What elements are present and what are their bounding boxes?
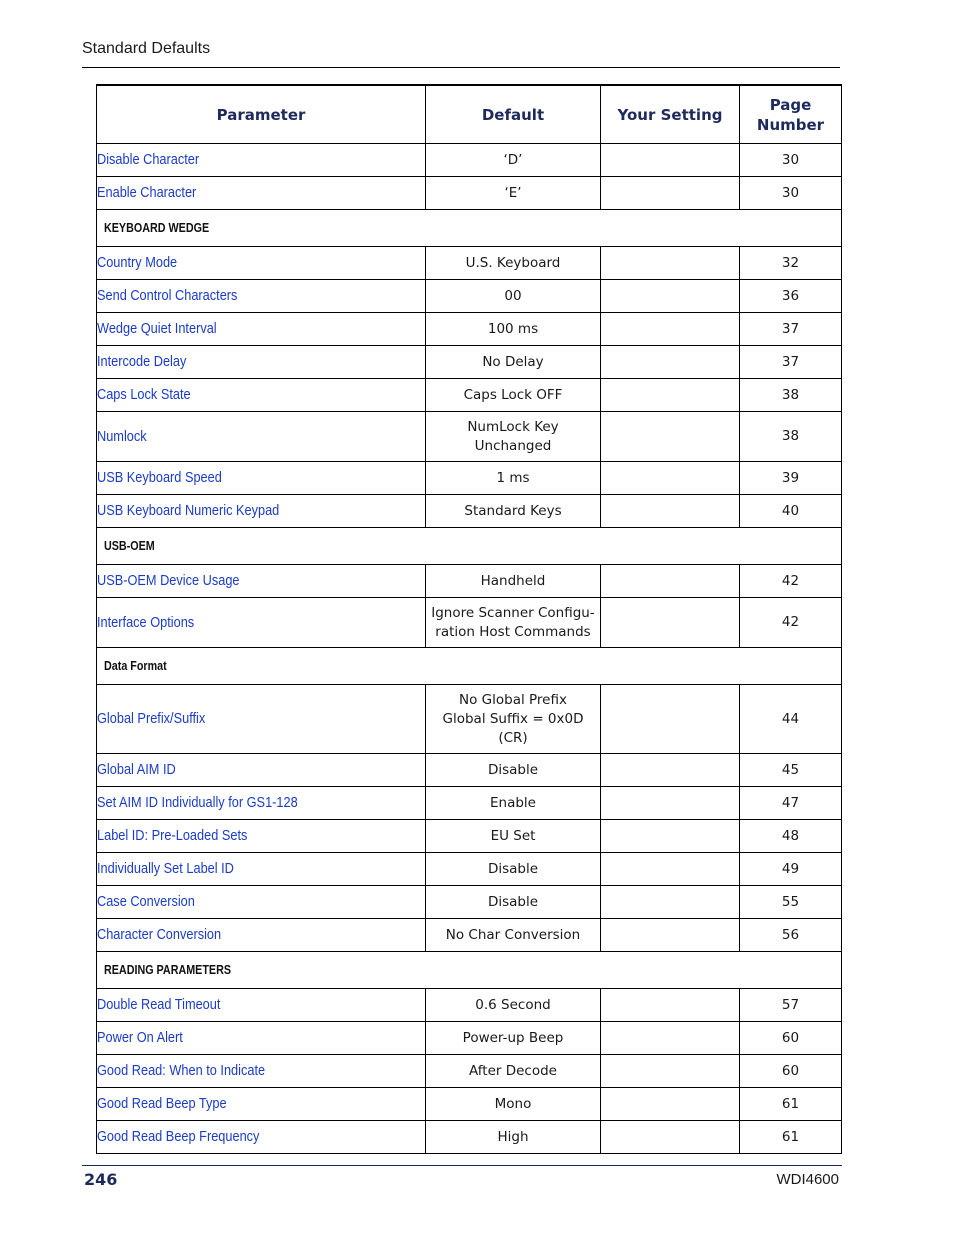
table-row [97, 886, 842, 919]
default-cell [426, 787, 601, 820]
parameter-link[interactable]: Send Control Characters [97, 288, 238, 304]
your-setting-cell[interactable] [601, 412, 740, 462]
section-heading: Data Format [104, 659, 167, 673]
table-row [97, 280, 842, 313]
parameter-link[interactable]: Set AIM ID Individually for GS1-128 [97, 795, 298, 811]
default-value-line: Power-up Beep [462, 1029, 564, 1046]
section-heading-cell [97, 528, 842, 565]
header-divider [82, 67, 840, 68]
parameter-link[interactable]: Caps Lock State [97, 387, 191, 403]
table-row [97, 1121, 842, 1154]
parameter-link[interactable]: Good Read: When to Indicate [97, 1063, 266, 1079]
parameter-link[interactable]: Case Conversion [97, 894, 195, 910]
default-cell [426, 685, 601, 754]
parameter-link[interactable]: Disable Character [97, 152, 200, 168]
table-row [97, 820, 842, 853]
page-number-cell: 61 [740, 1121, 842, 1154]
table-header-row [97, 85, 842, 144]
table-row [97, 313, 842, 346]
section-row [97, 528, 842, 565]
default-cell [426, 280, 601, 313]
page-number-cell: 60 [740, 1022, 842, 1055]
default-cell [426, 177, 601, 210]
default-cell [426, 853, 601, 886]
default-cell [426, 565, 601, 598]
page-number-cell: 30 [740, 177, 842, 210]
default-cell [426, 462, 601, 495]
parameter-cell [97, 886, 426, 919]
section-heading: READING PARAMETERS [104, 963, 232, 977]
table-row [97, 989, 842, 1022]
default-cell [426, 754, 601, 787]
page-header-title: Standard Defaults [82, 40, 211, 57]
parameter-cell [97, 1022, 426, 1055]
table-row [97, 1055, 842, 1088]
parameter-link[interactable]: Label ID: Pre-Loaded Sets [97, 828, 248, 844]
parameter-cell [97, 1088, 426, 1121]
page-number-cell: 40 [740, 495, 842, 528]
default-value-line: ‘D’ [503, 151, 523, 168]
page-number-cell: 32 [740, 247, 842, 280]
table-row [97, 379, 842, 412]
page-number-cell: 44 [740, 685, 842, 754]
parameter-cell [97, 919, 426, 952]
default-value-line: Disable [487, 893, 539, 910]
default-value-line: 100 ms [487, 320, 539, 337]
your-setting-cell[interactable] [601, 919, 740, 952]
page-number-cell: 36 [740, 280, 842, 313]
your-setting-cell[interactable] [601, 495, 740, 528]
parameter-cell [97, 412, 426, 462]
section-row [97, 210, 842, 247]
default-value-line: Handheld [480, 572, 546, 589]
table-row [97, 787, 842, 820]
parameter-link[interactable]: Intercode Delay [97, 354, 187, 370]
table-row [97, 247, 842, 280]
default-value-line: Enable [490, 794, 536, 811]
parameter-cell [97, 313, 426, 346]
page-number-cell: 42 [740, 598, 842, 648]
section-heading-cell [97, 648, 842, 685]
your-setting-cell[interactable] [601, 820, 740, 853]
default-cell [426, 1022, 601, 1055]
default-value-line: NumLock Key [467, 418, 559, 435]
parameter-cell [97, 787, 426, 820]
parameter-link[interactable]: USB Keyboard Speed [97, 470, 222, 486]
table-row [97, 1022, 842, 1055]
default-value-line: Caps Lock OFF [463, 386, 563, 403]
parameter-cell [97, 1055, 426, 1088]
default-cell [426, 989, 601, 1022]
your-setting-cell[interactable] [601, 685, 740, 754]
default-value-line: 0.6 Second [475, 996, 551, 1013]
page-number-cell: 55 [740, 886, 842, 919]
parameter-link[interactable]: Double Read Timeout [97, 997, 221, 1013]
parameter-link[interactable]: Enable Character [97, 185, 197, 201]
your-setting-cell[interactable] [601, 462, 740, 495]
your-setting-cell[interactable] [601, 565, 740, 598]
default-cell [426, 1055, 601, 1088]
default-value-line: U.S. Keyboard [465, 254, 561, 271]
section-row [97, 952, 842, 989]
parameter-link[interactable]: Country Mode [97, 255, 178, 271]
table-row [97, 144, 842, 177]
default-cell [426, 1121, 601, 1154]
parameter-link[interactable]: USB-OEM Device Usage [97, 573, 240, 589]
page-number-cell: 57 [740, 989, 842, 1022]
your-setting-cell[interactable] [601, 598, 740, 648]
parameter-cell [97, 144, 426, 177]
default-value-line: No Global Prefix [459, 691, 567, 708]
parameter-cell [97, 1121, 426, 1154]
your-setting-cell[interactable] [601, 754, 740, 787]
default-value-line: After Decode [469, 1062, 557, 1079]
default-cell [426, 598, 601, 648]
table-row [97, 346, 842, 379]
table-row [97, 177, 842, 210]
section-heading-cell [97, 210, 842, 247]
parameter-cell [97, 820, 426, 853]
page-number-cell: 61 [740, 1088, 842, 1121]
your-setting-cell[interactable] [601, 1055, 740, 1088]
table-row [97, 412, 842, 462]
table-row [97, 495, 842, 528]
parameter-cell [97, 462, 426, 495]
default-value-line: Standard Keys [464, 502, 562, 519]
page-number-cell: 60 [740, 1055, 842, 1088]
default-value-line: No Delay [482, 353, 544, 370]
your-setting-cell[interactable] [601, 1121, 740, 1154]
column-header-page-number [740, 85, 842, 144]
default-value-line: 1 ms [496, 469, 530, 486]
column-header-default: Default [426, 85, 601, 144]
page-number-cell: 39 [740, 462, 842, 495]
table-row [97, 462, 842, 495]
standard-defaults-table [96, 84, 842, 1154]
parameter-cell [97, 346, 426, 379]
your-setting-cell[interactable] [601, 1022, 740, 1055]
default-cell [426, 346, 601, 379]
default-value-line: Global Suffix = 0x0D [442, 710, 584, 727]
your-setting-cell[interactable] [601, 1088, 740, 1121]
default-cell [426, 379, 601, 412]
your-setting-cell[interactable] [601, 379, 740, 412]
your-setting-cell[interactable] [601, 886, 740, 919]
table-row [97, 685, 842, 754]
default-cell [426, 247, 601, 280]
parameter-link[interactable]: Wedge Quiet Interval [97, 321, 217, 337]
parameter-cell [97, 379, 426, 412]
your-setting-cell[interactable] [601, 144, 740, 177]
default-value-line: Ignore Scanner Configu- [431, 604, 595, 621]
table-row [97, 754, 842, 787]
table-row [97, 598, 842, 648]
default-cell [426, 144, 601, 177]
table-row [97, 1088, 842, 1121]
parameter-cell [97, 853, 426, 886]
default-cell [426, 820, 601, 853]
table-row [97, 565, 842, 598]
parameter-cell [97, 177, 426, 210]
parameter-cell [97, 685, 426, 754]
table-row [97, 919, 842, 952]
table-body [97, 144, 842, 1154]
parameter-cell [97, 495, 426, 528]
default-value-line: 00 [504, 287, 522, 304]
page-number-cell: 49 [740, 853, 842, 886]
your-setting-cell[interactable] [601, 989, 740, 1022]
footer-model-name: WDI4600 [776, 1171, 839, 1188]
parameter-link[interactable]: Interface Options [97, 614, 195, 631]
parameter-link[interactable]: Global Prefix/Suffix [97, 711, 206, 727]
your-setting-cell[interactable] [601, 346, 740, 379]
default-value-line: (CR) [498, 729, 528, 746]
parameter-link[interactable]: Good Read Beep Frequency [97, 1129, 260, 1145]
default-value-line: Mono [494, 1095, 532, 1112]
page-number-cell: 30 [740, 144, 842, 177]
parameter-link[interactable]: Good Read Beep Type [97, 1096, 227, 1112]
default-cell [426, 886, 601, 919]
your-setting-cell[interactable] [601, 247, 740, 280]
parameter-link[interactable]: Power On Alert [97, 1030, 183, 1046]
your-setting-cell[interactable] [601, 787, 740, 820]
your-setting-cell[interactable] [601, 177, 740, 210]
page-number-cell: 38 [740, 412, 842, 462]
default-value-line: No Char Conversion [445, 926, 581, 943]
parameter-link[interactable]: Individually Set Label ID [97, 861, 234, 877]
table-row [97, 853, 842, 886]
your-setting-cell[interactable] [601, 280, 740, 313]
default-cell [426, 313, 601, 346]
parameter-link[interactable]: Numlock [97, 428, 147, 445]
parameter-link[interactable]: Global AIM ID [97, 762, 176, 778]
parameter-cell [97, 598, 426, 648]
column-header-page-line1: Page [769, 95, 812, 114]
page-number-cell: 45 [740, 754, 842, 787]
default-value-line: Unchanged [474, 437, 552, 454]
default-value-line: EU Set [490, 827, 536, 844]
page-number-cell: 47 [740, 787, 842, 820]
parameter-cell [97, 280, 426, 313]
footer-page-number: 246 [84, 1170, 118, 1189]
section-heading: KEYBOARD WEDGE [104, 221, 210, 235]
your-setting-cell[interactable] [601, 313, 740, 346]
default-cell [426, 495, 601, 528]
section-row [97, 648, 842, 685]
default-cell [426, 1088, 601, 1121]
parameter-cell [97, 247, 426, 280]
default-value-line: High [497, 1128, 529, 1145]
page-number-cell: 42 [740, 565, 842, 598]
page-number-cell: 37 [740, 313, 842, 346]
footer-divider [82, 1165, 842, 1166]
default-value-line: ration Host Commands [435, 623, 591, 640]
section-heading: USB-OEM [104, 539, 155, 553]
default-value-line: Disable [487, 761, 539, 778]
parameter-cell [97, 754, 426, 787]
page-number-cell: 37 [740, 346, 842, 379]
column-header-page-line2: Number [756, 115, 825, 134]
default-value-line: Disable [487, 860, 539, 877]
column-header-your-setting: Your Setting [601, 85, 740, 144]
section-heading-cell [97, 952, 842, 989]
column-header-parameter: Parameter [97, 85, 426, 144]
parameter-cell [97, 989, 426, 1022]
parameter-link[interactable]: Character Conversion [97, 927, 222, 943]
default-value-line: ‘E’ [504, 184, 522, 201]
page-number-cell: 56 [740, 919, 842, 952]
page-number-cell: 48 [740, 820, 842, 853]
page-number-cell: 38 [740, 379, 842, 412]
parameter-cell [97, 565, 426, 598]
default-cell [426, 919, 601, 952]
your-setting-cell[interactable] [601, 853, 740, 886]
default-cell [426, 412, 601, 462]
parameter-link[interactable]: USB Keyboard Numeric Keypad [97, 503, 280, 519]
